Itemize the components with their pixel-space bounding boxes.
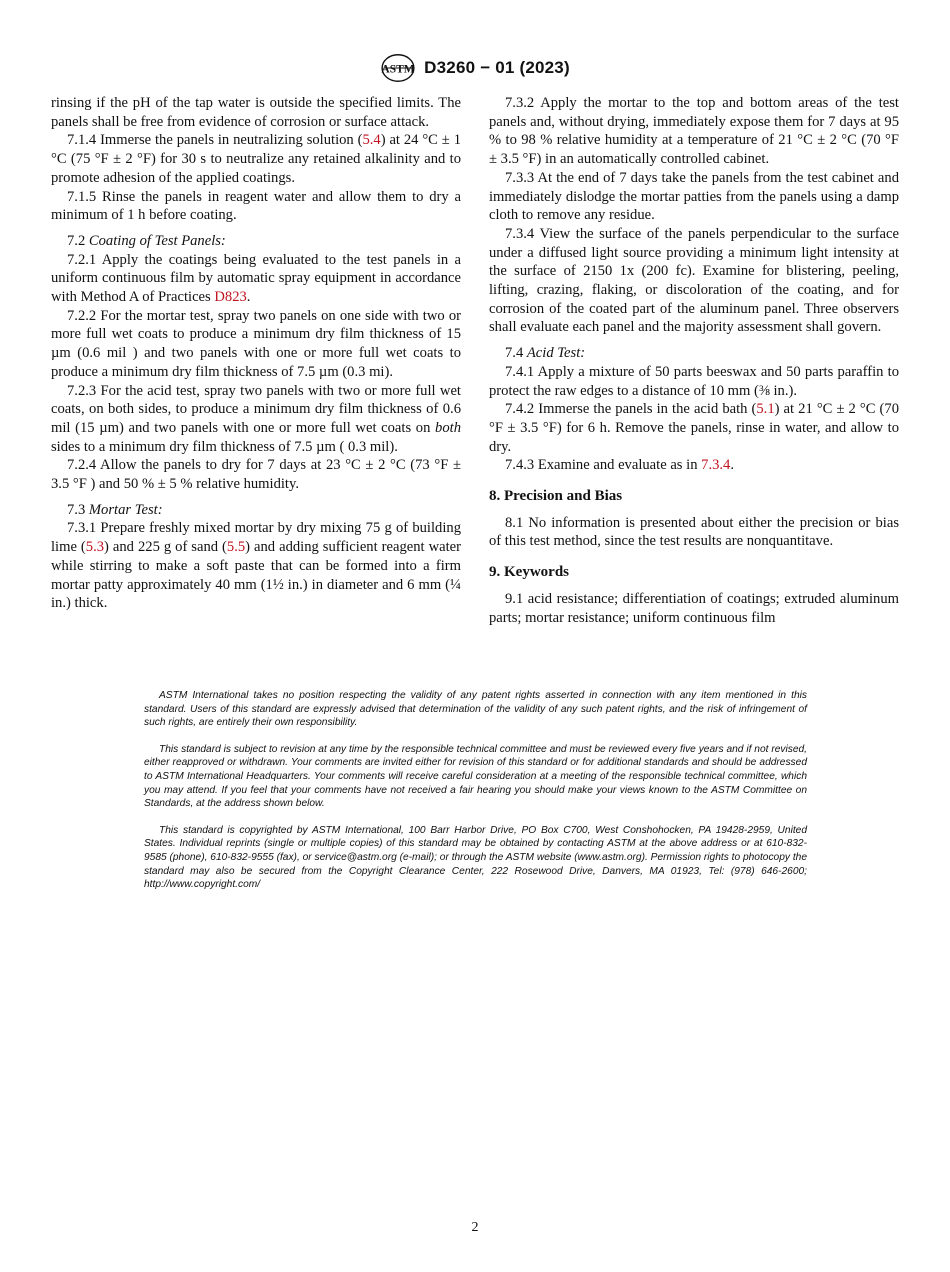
paragraph-7-3-2: 7.3.2 Apply the mortar to the top and bottom areas of the test panels and, without drying, immediately expose them for 7 days at 95 % to 98 % relative humidity at a temperature of 21 °C ± 2 °C (70 °F ± 3.5 °F) in an automatically controlled cabinet.: [489, 95, 899, 168]
copyright-notice: This standard is copyrighted by ASTM International, 100 Barr Harbor Drive, PO Box C700, West Conshohocken, PA 19428-2959, United States. Individual reprints (single or multiple copies) of this standard may be obtained by contacting ASTM at the above address or at 610-832-9585 (phone), 610-832-9555 (fax), or service@astm.org (e-mail); or through the ASTM website (www.astm.org). Permission rights to photocopy the standard may also be secured from the Copyright Clearance Center, 222 Rosewood Drive, Danvers, MA 01923, Tel: (978) 646-2600; http://www.copyright.com/: [144, 824, 807, 891]
subsection-7-4-heading: 7.4 Acid Test:: [505, 345, 586, 362]
paragraph-7-4-2: 7.4.2 Immerse the panels in the acid bath (5.1) at 21 °C ± 2 °C (70 °F ± 3.5 °F) for 6 h. Remove the panels, rinse in water, and allow to dry.: [489, 401, 899, 455]
paragraph-7-3-3: 7.3.3 At the end of 7 days take the panels from the test cabinet and immediately dislodge the mortar patties from the panels using a damp cloth to remove any residue.: [489, 169, 899, 224]
paragraph-7-4-3: 7.4.3 Examine and evaluate as in 7.3.4.: [505, 457, 734, 474]
paragraph-7-4-1: 7.4.1 Apply a mixture of 50 parts beeswax and 50 parts paraffin to protect the raw edges to a distance of 10 mm (⅜ in.).: [489, 363, 899, 399]
paragraph-7-2-3: 7.2.3 For the acid test, spray two panels with two or more full wet coats, on both sides, to produce a minimum dry film thickness of 0.6 mil (15 µm) and two panels with one or more full wet coats on both sides to a minimum dry film thickness of 7.5 µm ( 0.3 mil).: [51, 382, 461, 455]
svg-text:ASTM: ASTM: [381, 63, 415, 76]
paragraph-7-2-1: 7.2.1 Apply the coatings being evaluated to the test panels in a uniform continuous film by automatic spray equipment in accordance with Method A of Practices D823.: [51, 251, 461, 306]
ref-link-d823[interactable]: D823: [214, 289, 247, 306]
standard-designation: D3260 − 01 (2023): [424, 58, 570, 77]
paragraph-9-1: 9.1 acid resistance; differentiation of coatings; extruded aluminum parts; mortar resistance; uniform continuous film: [489, 590, 899, 626]
paragraph-7-3-4: 7.3.4 View the surface of the panels perpendicular to the surface under a diffused light source providing a minimum light intensity at the surface of 2150 1x (200 fc). Examine for blistering, peeling, lifting, crazing, flaking, or discoloration of the coating, and for corrosion of the coated part of the aluminum panel. Three observers shall evaluate each panel and the majority assessment shall govern.: [489, 225, 899, 336]
section-9-heading: 9. Keywords: [489, 564, 569, 581]
revision-notice: This standard is subject to revision at any time by the responsible technical committee and must be reviewed every five years and if not revised, either reapproved or withdrawn. Your comments are invited either for revision of this standard or for additional standards and should be addressed to ASTM International Headquarters. Your comments will receive careful consideration at a meeting of the responsible technical committee, which you may attend. If you feel that your comments have not received a fair hearing you should make your views known to the ASTM Committee on Standards, at the address shown below.: [144, 743, 807, 810]
subsection-7-3-heading: 7.3 Mortar Test:: [67, 501, 163, 518]
paragraph-8-1: 8.1 No information is presented about either the precision or bias of this test method, since the test results are nonquantitave.: [489, 514, 899, 550]
subsection-7-2-heading: 7.2 Coating of Test Panels:: [67, 232, 226, 249]
paragraph: rinsing if the pH of the tap water is outside the specified limits. The panels shall be free from evidence of corrosion or surface attack.: [51, 95, 461, 130]
left-column: [51, 94, 461, 613]
astm-logo-icon: [380, 53, 416, 83]
ref-link-5-5[interactable]: 5.5: [226, 539, 246, 556]
paragraph-7-2-4: 7.2.4 Allow the panels to dry for 7 days at 23 °C ± 2 °C (73 °F ± 3.5 °F ) and 50 % ± 5 % relative humidity.: [51, 457, 461, 493]
paragraph-7-1-5: 7.1.5 Rinse the panels in reagent water and allow them to dry a minimum of 1 h before coating.: [51, 188, 461, 224]
page-number: 2: [471, 1220, 479, 1235]
ref-link-5-4[interactable]: 5.4: [362, 132, 381, 149]
legal-notices: [144, 689, 807, 892]
section-8-heading: 8. Precision and Bias: [489, 488, 623, 505]
ref-link-7-3-4[interactable]: 7.3.4: [701, 457, 731, 474]
paragraph-7-2-2: 7.2.2 For the mortar test, spray two panels on one side with two or more full wet coats to produce a minimum dry film thickness of 15 µm (0.6 mil ) and two panels with one or more full wet coats to produce a minimum dry film thickness of 7.5 µm (0.3 mi).: [51, 307, 461, 380]
paragraph-7-3-1: 7.3.1 Prepare freshly mixed mortar by dry mixing 75 g of building lime (5.3) and 225 g of sand (5.5) and adding sufficient reagent water while stirring to make a soft paste that can be formed into a firm mortar patty approximately 40 mm (1½ in.) in diameter and 6 mm (¼ in.) thick.: [51, 520, 461, 612]
page-header: [0, 52, 950, 84]
patent-notice: ASTM International takes no position respecting the validity of any patent rights asserted in connection with any item mentioned in this standard. Users of this standard are expressly advised that determination of the validity of any such patent rights, and the risk of infringement of such rights, are entirely their own responsibility.: [144, 690, 807, 729]
ref-link-5-3[interactable]: 5.3: [85, 539, 105, 556]
ref-link-5-1[interactable]: 5.1: [756, 401, 775, 418]
paragraph-7-1-4: 7.1.4 Immerse the panels in neutralizing solution (5.4) at 24 °C ± 1 °C (75 °F ± 2 °F) for 30 s to neutralize any retained alkalinity and to promote adhesion of the applied coatings.: [51, 132, 461, 186]
right-column: [489, 94, 899, 627]
